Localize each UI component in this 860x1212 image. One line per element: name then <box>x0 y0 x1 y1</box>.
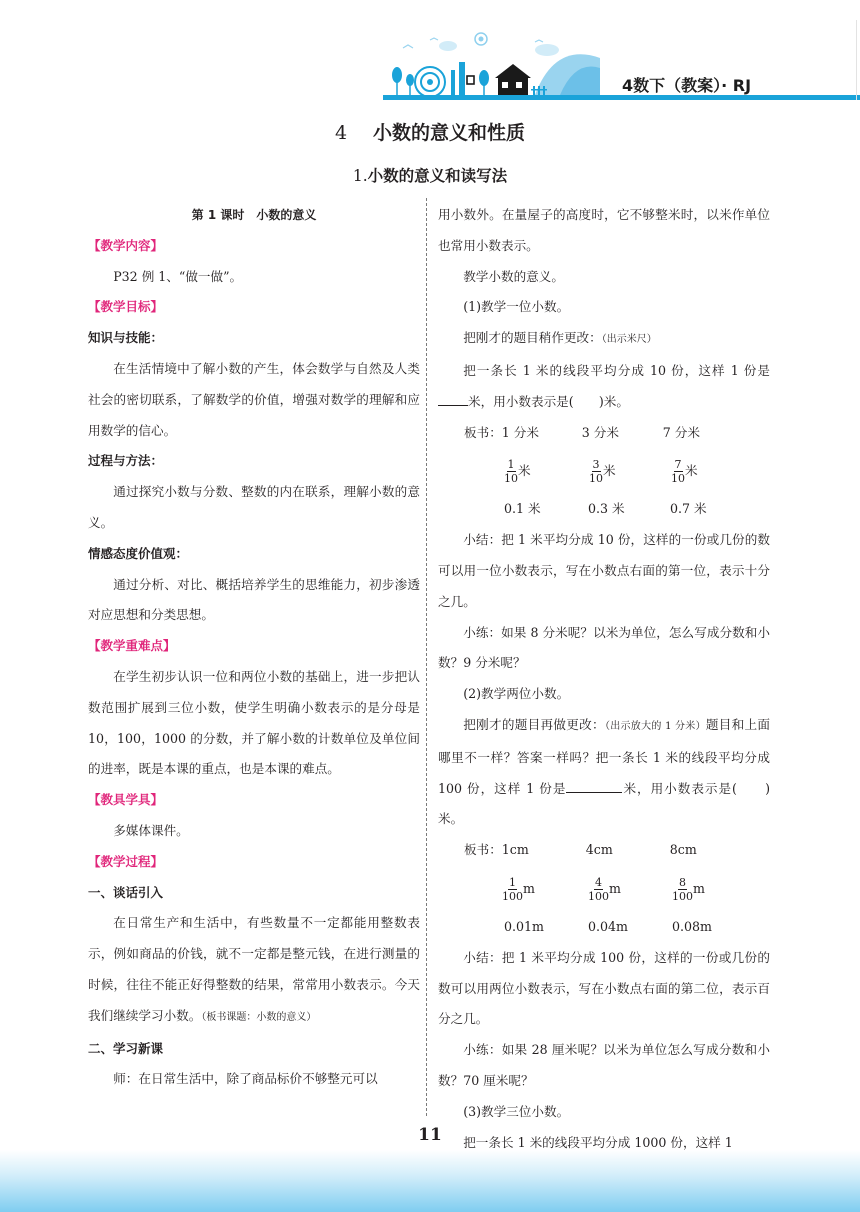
step-new-heading: 二、学习新课 <box>88 1040 164 1056</box>
part2-change-note: （出示放大的 1 分米） <box>604 720 706 732</box>
continued-text: 用小数外。在量屋子的高度时，它不够整米时，以米作单位也常用小数表示。 <box>438 207 770 253</box>
section-heading <box>0 164 860 186</box>
teaching-content-tag: 【教学内容】 <box>88 237 164 253</box>
emotion-values-heading: 情感态度价值观： <box>88 545 189 561</box>
process-method-heading: 过程与方法： <box>88 453 164 469</box>
teaching-goals-tag: 【教学目标】 <box>88 299 164 315</box>
footer-gradient <box>0 1150 860 1212</box>
board2-fraction: $\frac{8}{100}$ m <box>672 875 705 903</box>
column-divider <box>426 198 428 1116</box>
board2-fraction-row <box>438 866 770 912</box>
header-scene-illustration <box>385 20 605 100</box>
board1-decimal: 0.3 米 <box>588 501 625 517</box>
section-number: 1. <box>352 167 368 185</box>
teaching-content-text: P32 例 1、“做一做”。 <box>113 268 243 284</box>
lesson-title: 第 1 课时 小数的意义 <box>191 208 317 222</box>
board1-units-row <box>438 418 770 449</box>
left-column <box>88 200 420 1095</box>
teaching-process-tag: 【教学过程】 <box>88 853 164 869</box>
board1-decimal: 0.7 米 <box>670 501 707 517</box>
board1-unit: 7 分米 <box>662 424 700 440</box>
board1-unit: 1 分米 <box>501 424 539 440</box>
knowledge-skills-text: 在生活情境中了解小数的产生，体会数学与自然及人类社会的密切联系，了解数学的价值，增强对数学的理解和应用数学的信心。 <box>88 360 420 438</box>
board1-unit: 3 分米 <box>581 424 619 440</box>
answer-blank <box>438 392 468 406</box>
part1-question <box>438 356 770 418</box>
board2-fraction: $\frac{1}{100}$ m <box>502 875 535 903</box>
exercise2: 小练：如果 28 厘米呢？以米为单位怎么写成分数和小数？70 厘米呢？ <box>438 1042 770 1088</box>
board2-units-row <box>438 835 770 866</box>
board1-fraction: $\frac{7}{10}$ 米 <box>671 457 698 485</box>
step-intro-text <box>88 908 420 1033</box>
board2-unit: 8cm <box>669 842 697 858</box>
board1-label: 板书： <box>464 424 502 440</box>
part2-change-question: 题目和上面哪里不一样？答案一样吗？把一条长 1 米的线段平均分成 100 份，这样 1 份是 <box>438 716 771 796</box>
board1-decimal: 0.1 米 <box>504 501 541 517</box>
part3-heading: (3)教学三位小数。 <box>463 1103 570 1119</box>
teaching-tools-text: 多媒体课件。 <box>113 822 189 838</box>
part2-change-end: 米，用小数表示是( )米。 <box>438 780 771 827</box>
board1-fraction: $\frac{3}{10}$ 米 <box>589 457 616 485</box>
process-method-text: 通过探究小数与分数、整数的内在联系，理解小数的意义。 <box>88 484 420 530</box>
part1-change-text: 把刚才的题目稍作更改： <box>463 330 602 346</box>
part2-change <box>438 710 770 835</box>
summary1: 小结：把 1 米平均分成 10 份，这样的一份或几份的数可以用一位小数表示，写在小数点右面的第一位，表示十分之几。 <box>438 532 770 609</box>
board2-fraction: $\frac{4}{100}$ m <box>588 875 621 903</box>
part1-change <box>438 323 770 356</box>
summary2: 小结：把 1 米平均分成 100 份，这样的一份或几份的数可以用两位小数表示，写在小数点右面的第二位，表示百分之几。 <box>438 949 770 1027</box>
part1-question-text: 把一条长 1 米的线段平均分成 10 份，这样 1 份是 <box>463 362 770 378</box>
answer-blank <box>566 779 622 793</box>
part1-heading: (1)教学一位小数。 <box>463 299 570 315</box>
intro-text: 在日常生产和生活中，有些数量不一定都能用整数表示，例如商品的价钱，就不一定都是整元钱，在进行测量的时候，往往不能正好得整数的结果，常常用小数表示。今天我们继续学习小数。 <box>88 915 420 1023</box>
chapter-number: 4 <box>334 122 348 144</box>
key-points-text: 在学生初步认识一位和两位小数的基础上，进一步把认数范围扩展到三位小数，使学生明确小数表示的是分母是 10，100，1000 的分数，并了解小数的计数单位及单位间的进率，既是本课的重点，也是本课的难点。 <box>88 668 420 777</box>
section-title: 小数的意义和读写法 <box>367 167 508 185</box>
board2-decimal-row <box>438 912 770 943</box>
exercise1: 小练：如果 8 分米呢？以米为单位，怎么写成分数和小数？9 分米呢？ <box>438 624 770 671</box>
board2-unit: 1cm <box>501 842 529 858</box>
chapter-heading <box>0 118 860 145</box>
part1-change-note: （出示米尺） <box>601 334 657 346</box>
part2-change-text: 把刚才的题目再做更改： <box>463 716 605 732</box>
right-column <box>438 200 770 1158</box>
board2-decimal: 0.08m <box>672 918 712 934</box>
board2-unit: 4cm <box>585 842 613 858</box>
knowledge-skills-heading: 知识与技能： <box>88 330 164 346</box>
board2-decimal: 0.04m <box>588 918 628 934</box>
teaching-tools-tag: 【教具学具】 <box>88 792 164 808</box>
board1-fraction-row <box>438 448 770 494</box>
board1-fraction: $\frac{1}{10}$ 米 <box>504 457 531 485</box>
book-title: 4数下（教案）· RJ <box>622 76 752 95</box>
step-new-text: 师：在日常生活中，除了商品标价不够整元可以 <box>113 1071 378 1087</box>
intro-board-note: （板书课题：小数的意义） <box>201 1011 317 1023</box>
part1-question-end: 米，用小数表示是( )米。 <box>468 393 629 409</box>
key-points-tag: 【教学重难点】 <box>88 638 176 654</box>
page-number: 11 <box>418 1125 442 1145</box>
board2-decimal: 0.01m <box>504 918 544 934</box>
board2-label: 板书： <box>464 842 502 858</box>
part3-question: 把一条长 1 米的线段平均分成 1000 份，这样 1 <box>463 1134 733 1150</box>
board1-decimal-row <box>438 494 770 525</box>
part2-heading: (2)教学两位小数。 <box>463 686 570 702</box>
chapter-title: 小数的意义和性质 <box>373 122 526 144</box>
step-intro-heading: 一、谈话引入 <box>88 884 164 900</box>
header-edge-line <box>856 20 857 100</box>
teach-decimal-meaning: 教学小数的意义。 <box>463 268 564 284</box>
emotion-values-text: 通过分析、对比、概括培养学生的思维能力，初步渗透对应思想和分类思想。 <box>88 576 420 623</box>
